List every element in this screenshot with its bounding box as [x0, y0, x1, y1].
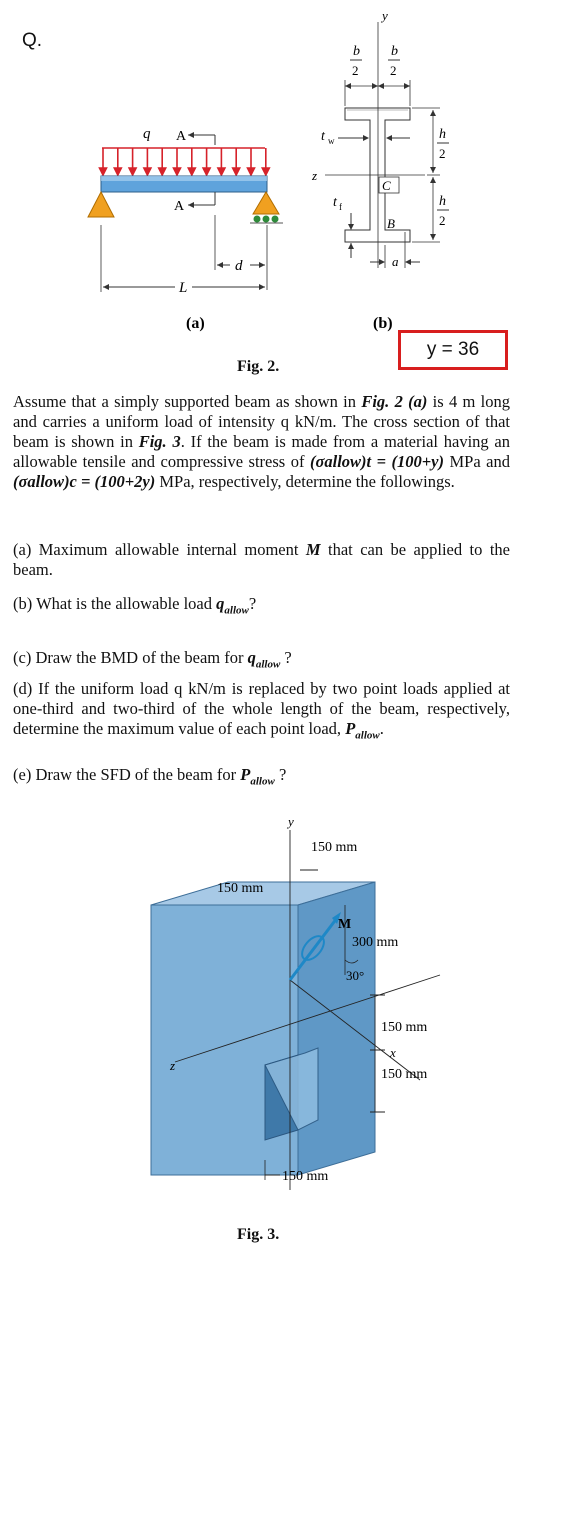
fig3-diagram — [0, 800, 562, 1220]
load-arrow-head — [144, 168, 151, 175]
load-q-label: q — [143, 126, 151, 142]
load-arrow-head — [114, 168, 121, 175]
section-label-top: A — [176, 129, 187, 144]
load-arrow-head — [188, 168, 195, 175]
problem-statement: Assume that a simply supported beam as shown in Fig. 2 (a) is 4 m long and carries a uniform load of intensity q kN/m. The cross section of that beam is shown in Fig. 3. If the beam is made from a material having an allowable tensile and compressive stress of (σallow)t = (100+y) MPa and (σallow)c = (100+2y) MPa, respectively, determine the followings. — [13, 392, 511, 491]
svg-text:h: h — [439, 127, 446, 142]
svg-text:b: b — [391, 44, 398, 59]
load-arrow-head — [233, 168, 240, 175]
load-arrow-head — [129, 168, 136, 175]
distributed-load-arrows — [100, 148, 270, 175]
svg-text:2: 2 — [439, 146, 446, 161]
svg-text:300 mm: 300 mm — [352, 935, 399, 950]
load-arrow-head — [159, 168, 166, 175]
svg-text:30°: 30° — [346, 968, 365, 983]
load-arrow-head — [100, 168, 107, 175]
svg-text:h: h — [439, 194, 446, 209]
load-arrow-head — [248, 168, 255, 175]
svg-text:2: 2 — [352, 63, 359, 78]
question-a: (a) Maximum allowable internal moment M that can be applied to the beam. — [13, 540, 510, 579]
svg-text:x: x — [390, 1045, 396, 1060]
roller-support — [253, 192, 279, 214]
svg-text:y: y — [288, 814, 294, 829]
fig2-part-b-label: (b) — [373, 315, 393, 332]
svg-text:2: 2 — [390, 63, 397, 78]
block-side-face — [298, 882, 375, 1175]
fig2-diagram — [0, 0, 562, 340]
svg-text:b: b — [353, 44, 360, 59]
section-label-bottom: A — [174, 199, 185, 214]
svg-text:z: z — [312, 168, 318, 183]
question-label: Q. — [22, 30, 43, 51]
svg-text:t: t — [321, 129, 325, 144]
svg-text:w: w — [328, 136, 335, 146]
svg-text:150 mm: 150 mm — [381, 1067, 428, 1082]
load-arrow-head — [262, 168, 269, 175]
dim-L-label: L — [179, 280, 188, 296]
svg-text:a: a — [392, 254, 399, 269]
question-d: (d) If the uniform load q kN/m is replaced by two point loads applied at one-third and two-third of the whole length of the beam, respectively, determine the maximum value of each point load, $P_{allow}$. — [13, 679, 510, 742]
load-arrow-head — [218, 168, 225, 175]
y-value-badge: y = 36 — [398, 330, 508, 370]
svg-text:150 mm: 150 mm — [282, 1169, 329, 1184]
svg-text:M: M — [338, 917, 352, 932]
question-c: (c) Draw the BMD of the beam for $q_{allow}$ ? — [13, 648, 292, 671]
svg-text:f: f — [339, 202, 342, 212]
svg-text:t: t — [333, 195, 337, 210]
svg-text:150 mm: 150 mm — [311, 840, 358, 855]
fig2-caption: Fig. 2. — [237, 358, 280, 375]
svg-text:2: 2 — [439, 213, 446, 228]
load-arrow-head — [174, 168, 181, 175]
fig3-caption: Fig. 3. — [237, 1226, 280, 1243]
question-b: (b) What is the allowable load $q_{allow}$? — [13, 594, 257, 617]
svg-text:C: C — [382, 178, 391, 193]
svg-text:150 mm: 150 mm — [381, 1020, 428, 1035]
load-arrow-head — [203, 168, 210, 175]
svg-text:y: y — [382, 8, 388, 23]
dim-d-label: d — [235, 258, 243, 274]
svg-text:B: B — [387, 216, 395, 231]
fig2-part-a-label: (a) — [186, 315, 205, 332]
svg-text:z: z — [170, 1058, 176, 1073]
pin-support — [88, 192, 114, 217]
question-e: (e) Draw the SFD of the beam for $P_{allow}$ ? — [13, 765, 287, 788]
svg-text:150 mm: 150 mm — [217, 881, 264, 896]
